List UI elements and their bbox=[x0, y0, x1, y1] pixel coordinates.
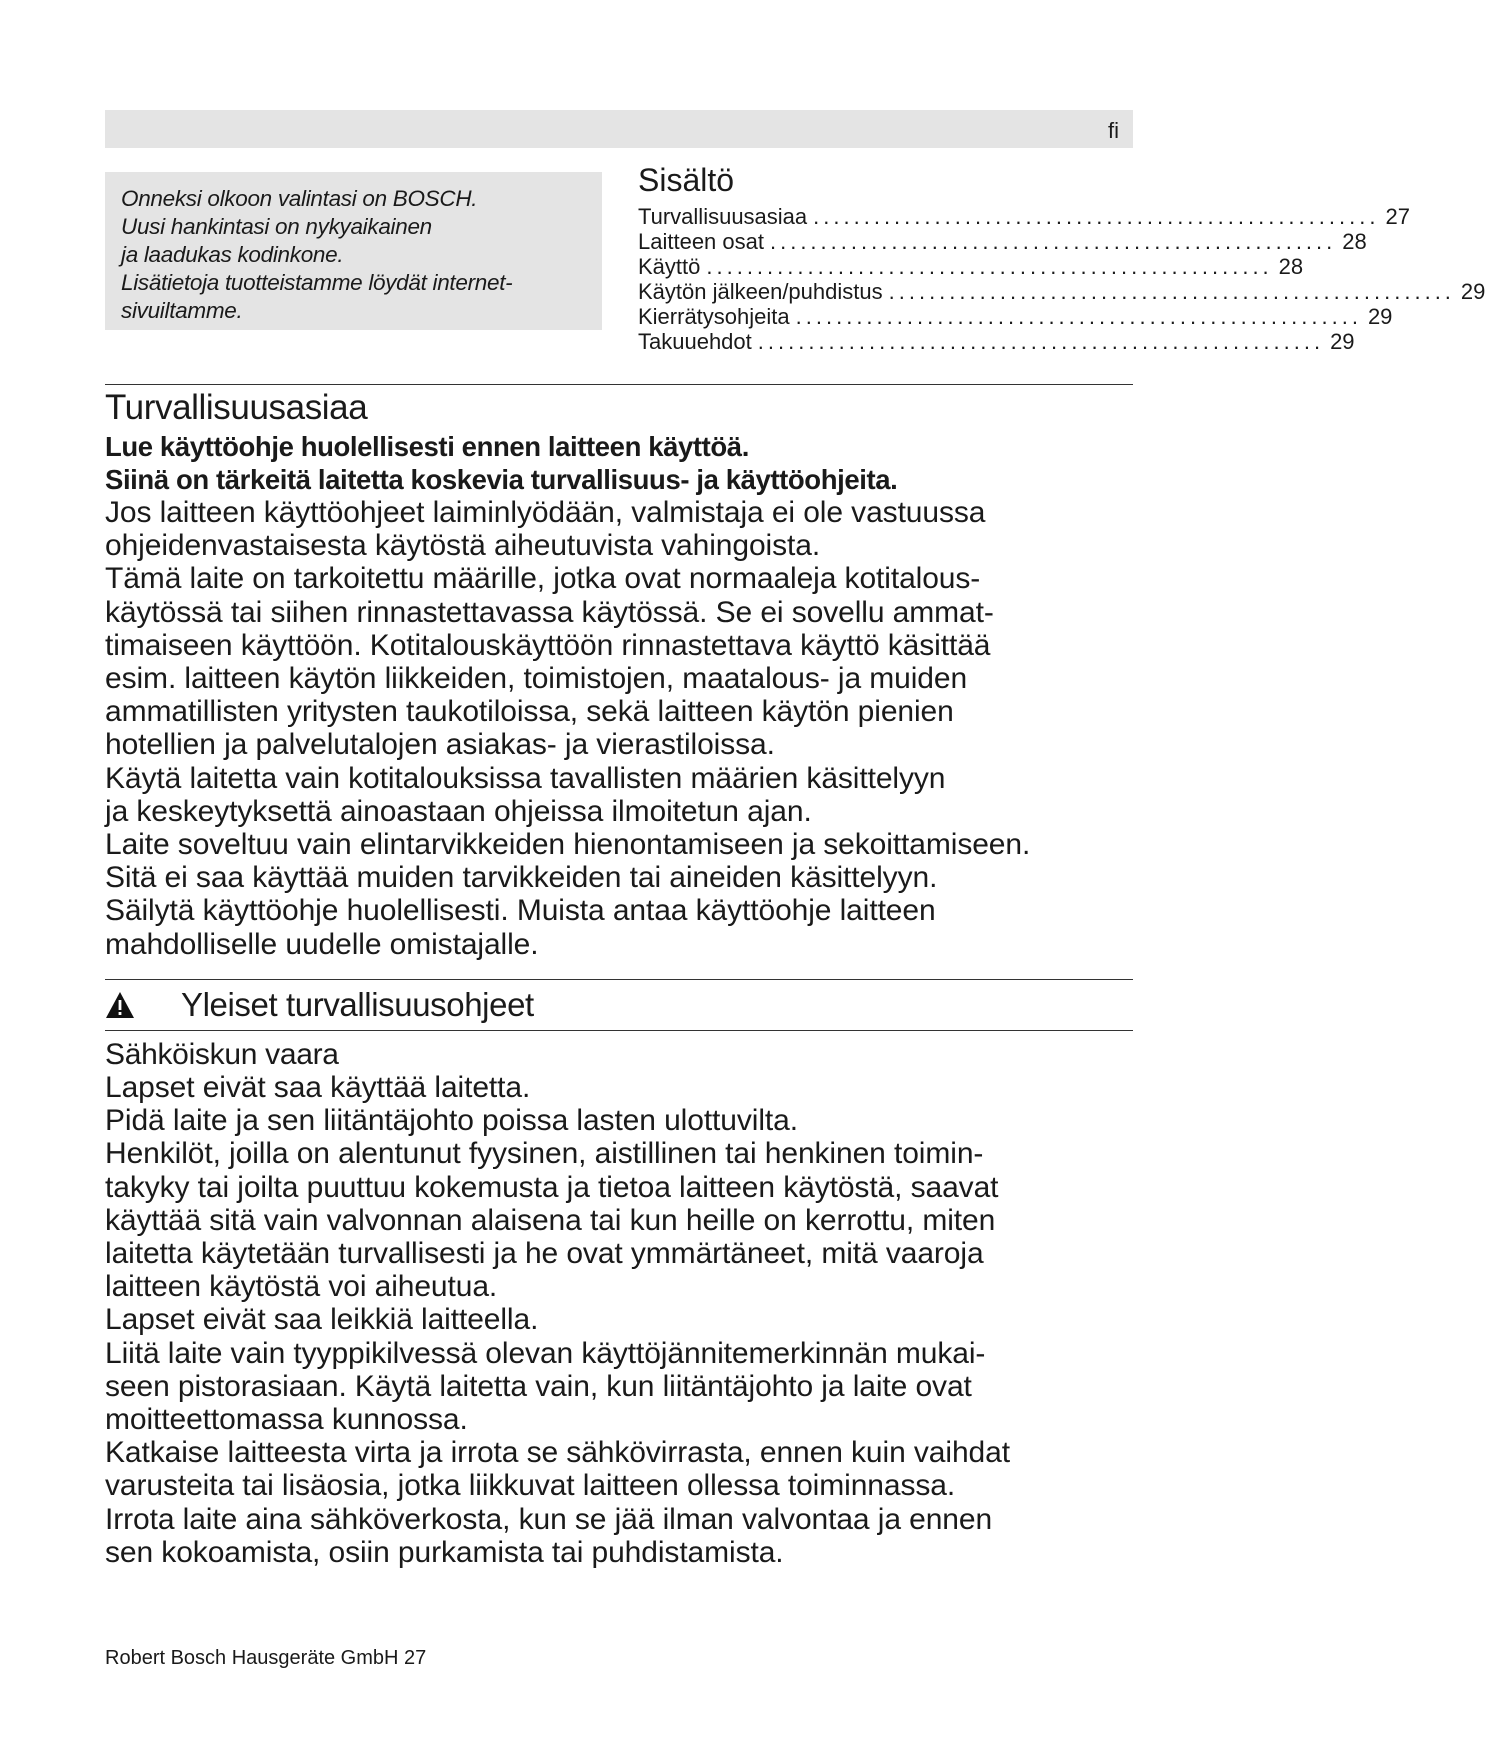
general-line: varusteita tai lisäosia, jotka liikkuvat laitteen ollessa toiminnassa. bbox=[105, 1469, 956, 1503]
general-line: Henkilöt, joilla on alentunut fyysinen, aistillinen tai henkinen toimin- bbox=[105, 1137, 984, 1171]
general-body bbox=[105, 1038, 1145, 1569]
intro-line: Uusi hankintasi on nykyaikainen bbox=[121, 214, 432, 239]
language-code: fi bbox=[1108, 118, 1119, 143]
toc-label: Turvallisuusasiaa bbox=[638, 204, 808, 229]
toc-row[interactable] bbox=[638, 279, 1485, 304]
general-line: Irrota laite aina sähköverkosta, kun se jää ilman valvontaa ja ennen bbox=[105, 1502, 993, 1536]
general-line: laitteen käytöstä voi aiheutua. bbox=[105, 1270, 498, 1304]
safety-line: esim. laitteen käytön liikkeiden, toimistojen, maatalous- ja muiden bbox=[105, 662, 968, 696]
safety-line: timaiseen käyttöön. Kotitalouskäyttöön rinnastettava käyttö käsittää bbox=[105, 628, 991, 662]
safety-line: ohjeidenvastaisesta käytöstä aiheutuvista vahingoista. bbox=[105, 529, 821, 563]
general-line: Lapset eivät saa käyttää laitetta. bbox=[105, 1071, 531, 1104]
general-line: seen pistorasiaan. Käytä laitetta vain, kun liitäntäjohto ja laite ovat bbox=[105, 1369, 972, 1403]
intro-line: sivuiltamme. bbox=[121, 298, 243, 323]
general-line: Liitä laite vain tyyppikilvessä olevan käyttöjännitemerkinnän mukai- bbox=[105, 1336, 986, 1370]
toc-label: Käyttö bbox=[638, 254, 701, 279]
safety-body bbox=[105, 430, 1145, 961]
toc-page: 28 bbox=[1342, 229, 1367, 254]
safety-line: Laite soveltuu vain elintarvikkeiden hienontamiseen ja sekoittamiseen. bbox=[105, 828, 1031, 862]
section-divider bbox=[105, 979, 1133, 980]
toc-row[interactable] bbox=[638, 229, 1367, 254]
safety-bold-line: Siinä on tärkeitä laitetta koskevia turvallisuus- ja käyttöohjeita. bbox=[105, 464, 898, 495]
general-line: käyttää sitä vain valvonnan alaisena tai kun heille on kerrottu, miten bbox=[105, 1203, 996, 1237]
toc-page: 27 bbox=[1385, 204, 1410, 229]
safety-line: ja keskeytyksettä ainoastaan ohjeissa ilmoitetun ajan. bbox=[105, 794, 812, 828]
safety-line: mahdolliselle uudelle omistajalle. bbox=[105, 927, 539, 961]
toc-page: 28 bbox=[1278, 254, 1304, 279]
intro-line: Lisätietoja tuotteistamme löydät internet- bbox=[121, 270, 513, 295]
language-bar bbox=[105, 110, 1133, 148]
intro-box bbox=[105, 172, 602, 330]
safety-line: ammatillisten yritysten taukotiloissa, sekä laitteen käytön pienien bbox=[105, 695, 954, 729]
safety-line: Jos laitteen käyttöohjeet laiminlyödään, valmistaja ei ole vastuussa bbox=[105, 496, 986, 529]
warning-icon bbox=[105, 991, 135, 1019]
safety-line: hotellien ja palvelutalojen asiakas- ja vierastiloissa. bbox=[105, 728, 775, 762]
intro-line: Onneksi olkoon valintasi on BOSCH. bbox=[121, 186, 478, 211]
general-line: laitetta käytetään turvallisesti ja he ovat ymmärtäneet, mitä vaaroja bbox=[105, 1237, 984, 1271]
section-title-general bbox=[105, 985, 534, 1025]
toc-leader-dots: ........................................................ bbox=[888, 279, 1455, 304]
toc-page: 29 bbox=[1367, 304, 1393, 329]
general-line: sen kokoamista, osiin purkamista tai puhdistamista. bbox=[105, 1535, 784, 1569]
toc-row[interactable] bbox=[638, 304, 1393, 329]
general-title: Yleiset turvallisuusohjeet bbox=[181, 986, 534, 1023]
toc-label: Laitteen osat bbox=[638, 229, 764, 254]
toc-label: Käytön jälkeen/puhdistus bbox=[638, 279, 883, 304]
table-of-contents bbox=[638, 160, 1485, 354]
toc-leader-dots: ........................................................ bbox=[757, 329, 1325, 354]
general-line: Katkaise laitteesta virta ja irrota se sähkövirrasta, ennen kuin vaihdat bbox=[105, 1436, 1010, 1470]
general-subhead: Sähköiskun vaara bbox=[105, 1038, 339, 1071]
intro-line: ja laadukas kodinkone. bbox=[121, 242, 344, 267]
safety-line: Säilytä käyttöohje huolellisesti. Muista antaa käyttöohje laitteen bbox=[105, 894, 936, 928]
general-line: Pidä laite ja sen liitäntäjohto poissa lasten ulottuvilta. bbox=[105, 1104, 798, 1138]
toc-leader-dots: ........................................................ bbox=[769, 229, 1337, 254]
safety-line: Sitä ei saa käyttää muiden tarvikkeiden tai aineiden käsittelyyn. bbox=[105, 861, 938, 895]
toc-leader-dots: ........................................................ bbox=[706, 254, 1273, 279]
section-divider bbox=[105, 1030, 1133, 1031]
safety-line: käytössä tai siihen rinnastettavassa käytössä. Se ei sovellu ammat- bbox=[105, 595, 994, 629]
general-line: Lapset eivät saa leikkiä laitteella. bbox=[105, 1303, 539, 1337]
safety-line: Tämä laite on tarkoitettu määrille, jotka ovat normaaleja kotitalous- bbox=[105, 562, 981, 596]
toc-label: Kierrätysohjeita bbox=[638, 304, 790, 329]
safety-bold-line: Lue käyttöohje huolellisesti ennen laitteen käyttöä. bbox=[105, 431, 749, 462]
section-divider bbox=[105, 384, 1133, 385]
toc-page: 29 bbox=[1330, 329, 1355, 354]
toc-label: Takuuehdot bbox=[638, 329, 752, 354]
toc-page: 29 bbox=[1460, 279, 1485, 304]
toc-row[interactable] bbox=[638, 254, 1304, 279]
general-line: takyky tai joilta puuttuu kokemusta ja tietoa laitteen käytöstä, saavat bbox=[105, 1170, 999, 1204]
section-title-safety: Turvallisuusasiaa bbox=[105, 388, 368, 427]
toc-row[interactable] bbox=[638, 329, 1355, 354]
general-line: moitteettomassa kunnossa. bbox=[105, 1403, 468, 1437]
safety-line: Käytä laitetta vain kotitalouksissa tavallisten määrien käsittelyyn bbox=[105, 761, 946, 795]
toc-leader-dots: ........................................................ bbox=[795, 304, 1362, 329]
toc-row[interactable] bbox=[638, 204, 1410, 229]
page-footer: Robert Bosch Hausgeräte GmbH 27 bbox=[105, 1647, 427, 1669]
toc-title: Sisältö bbox=[638, 162, 735, 198]
toc-leader-dots: ........................................................ bbox=[813, 204, 1380, 229]
